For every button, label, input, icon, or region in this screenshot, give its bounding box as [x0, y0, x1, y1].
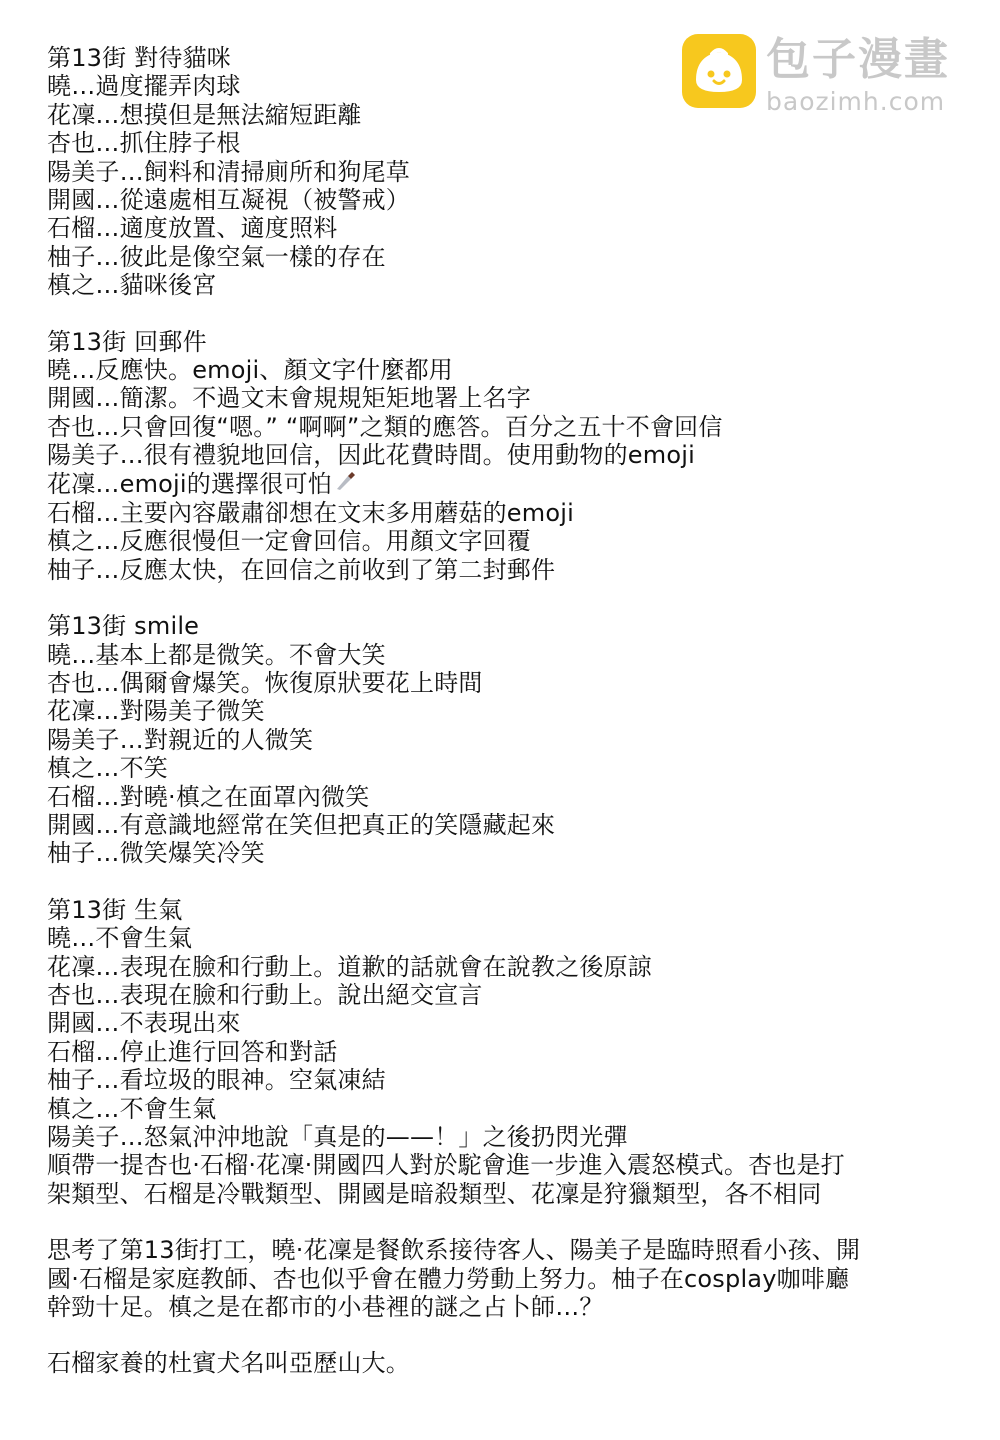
- paragraph-line: 國·石榴是家庭教師、杏也似乎會在體力勞動上努力。柚子在cosplay咖啡廳: [47, 1264, 850, 1293]
- list-item: 曉…不會生氣: [47, 924, 193, 953]
- watermark-title: 包子漫畫: [766, 34, 950, 85]
- section-title: 第13街 回郵件: [47, 327, 207, 356]
- section-title: 第13街 smile: [47, 612, 200, 641]
- list-item: 花凜…對陽美子微笑: [47, 697, 265, 726]
- note-line: 順帶一提杏也·石榴·花凜·開國四人對於駝會進一步進入震怒模式。杏也是打: [47, 1151, 845, 1180]
- list-item: 槙之…貓咪後宮: [47, 271, 217, 300]
- list-item: 槙之…反應很慢但一定會回信。用顏文字回覆: [47, 527, 531, 556]
- list-item: 曉…過度擺弄肉球: [47, 72, 241, 101]
- section-angry: [47, 896, 977, 1208]
- list-item: 柚子…微笑爆笑冷笑: [47, 839, 265, 868]
- list-item: 柚子…看垃圾的眼神。空氣凍結: [47, 1066, 386, 1095]
- paragraph-dog: [47, 1349, 977, 1377]
- list-item: 陽美子…飼料和清掃廁所和狗尾草: [47, 157, 410, 186]
- list-item: 曉…反應快。emoji、顏文字什麼都用: [47, 356, 453, 385]
- list-item: 石榴…停止進行回答和對話: [47, 1037, 338, 1066]
- list-item: 花凜…表現在臉和行動上。道歉的話就會在說教之後原諒: [47, 952, 652, 981]
- document-body: [47, 44, 977, 1406]
- section-email: [47, 328, 977, 584]
- list-item: 石榴…對曉·槙之在面罩內微笑: [47, 782, 370, 811]
- section-smile: [47, 612, 977, 868]
- list-item: 槙之…不會生氣: [47, 1094, 217, 1123]
- paragraph-line: 石榴家養的杜賓犬名叫亞歷山大。: [47, 1349, 410, 1378]
- paragraph-line: 幹勁十足。槙之是在都市的小巷裡的謎之占卜師…？: [47, 1293, 604, 1322]
- list-item: 開國…從遠處相互凝視（被警戒）: [47, 186, 410, 215]
- list-item: 杏也…表現在臉和行動上。說出絕交宣言: [47, 980, 483, 1009]
- paragraph-line: 思考了第13街打工，曉·花凜是餐飲系接待客人、陽美子是臨時照看小孩、開: [47, 1236, 861, 1265]
- list-item: 柚子…彼此是像空氣一樣的存在: [47, 242, 386, 271]
- list-item-text: 花凜…emoji的選擇很可怕: [47, 469, 332, 498]
- note-line: 架類型、石榴是冷戰類型、開國是暗殺類型、花凜是狩獵類型，各不相同: [47, 1179, 822, 1208]
- list-item: 杏也…只會回復“嗯。” “啊啊”之類的應答。百分之五十不會回信: [47, 412, 723, 441]
- list-item: 開國…簡潔。不過文末會規規矩矩地署上名字: [47, 384, 531, 413]
- section-title: 第13街 生氣: [47, 895, 183, 924]
- list-item: 開國…有意識地經常在笑但把真正的笑隱藏起來: [47, 810, 556, 839]
- list-item: 杏也…抓住脖子根: [47, 129, 241, 158]
- list-item: 陽美子…很有禮貌地回信，因此花費時間。使用動物的emoji: [47, 441, 695, 470]
- list-item: 柚子…反應太快，在回信之前收到了第二封郵件: [47, 555, 556, 584]
- list-item: 花凜…想摸但是無法縮短距離: [47, 100, 362, 129]
- list-item: 石榴…適度放置、適度照料: [47, 214, 338, 243]
- list-item: 開國…不表現出來: [47, 1009, 241, 1038]
- section-cats: [47, 44, 977, 300]
- list-item: 陽美子…怒氣沖沖地說「真是的——！」之後扔閃光彈: [47, 1123, 628, 1152]
- list-item: 槙之…不笑: [47, 754, 168, 783]
- list-item: 石榴…主要內容嚴肅卻想在文末多用蘑菇的emoji: [47, 498, 574, 527]
- list-item: 杏也…偶爾會爆笑。恢復原狀要花上時間: [47, 668, 483, 697]
- list-item-with-icon: [47, 470, 977, 499]
- watermark-site: baozimh.com: [766, 87, 946, 116]
- list-item: 曉…基本上都是微笑。不會大笑: [47, 640, 386, 669]
- list-item: 陽美子…對親近的人微笑: [47, 725, 314, 754]
- paragraph-part-time: [47, 1236, 977, 1321]
- section-title: 第13街 對待貓咪: [47, 44, 231, 72]
- knife-icon: [334, 470, 356, 498]
